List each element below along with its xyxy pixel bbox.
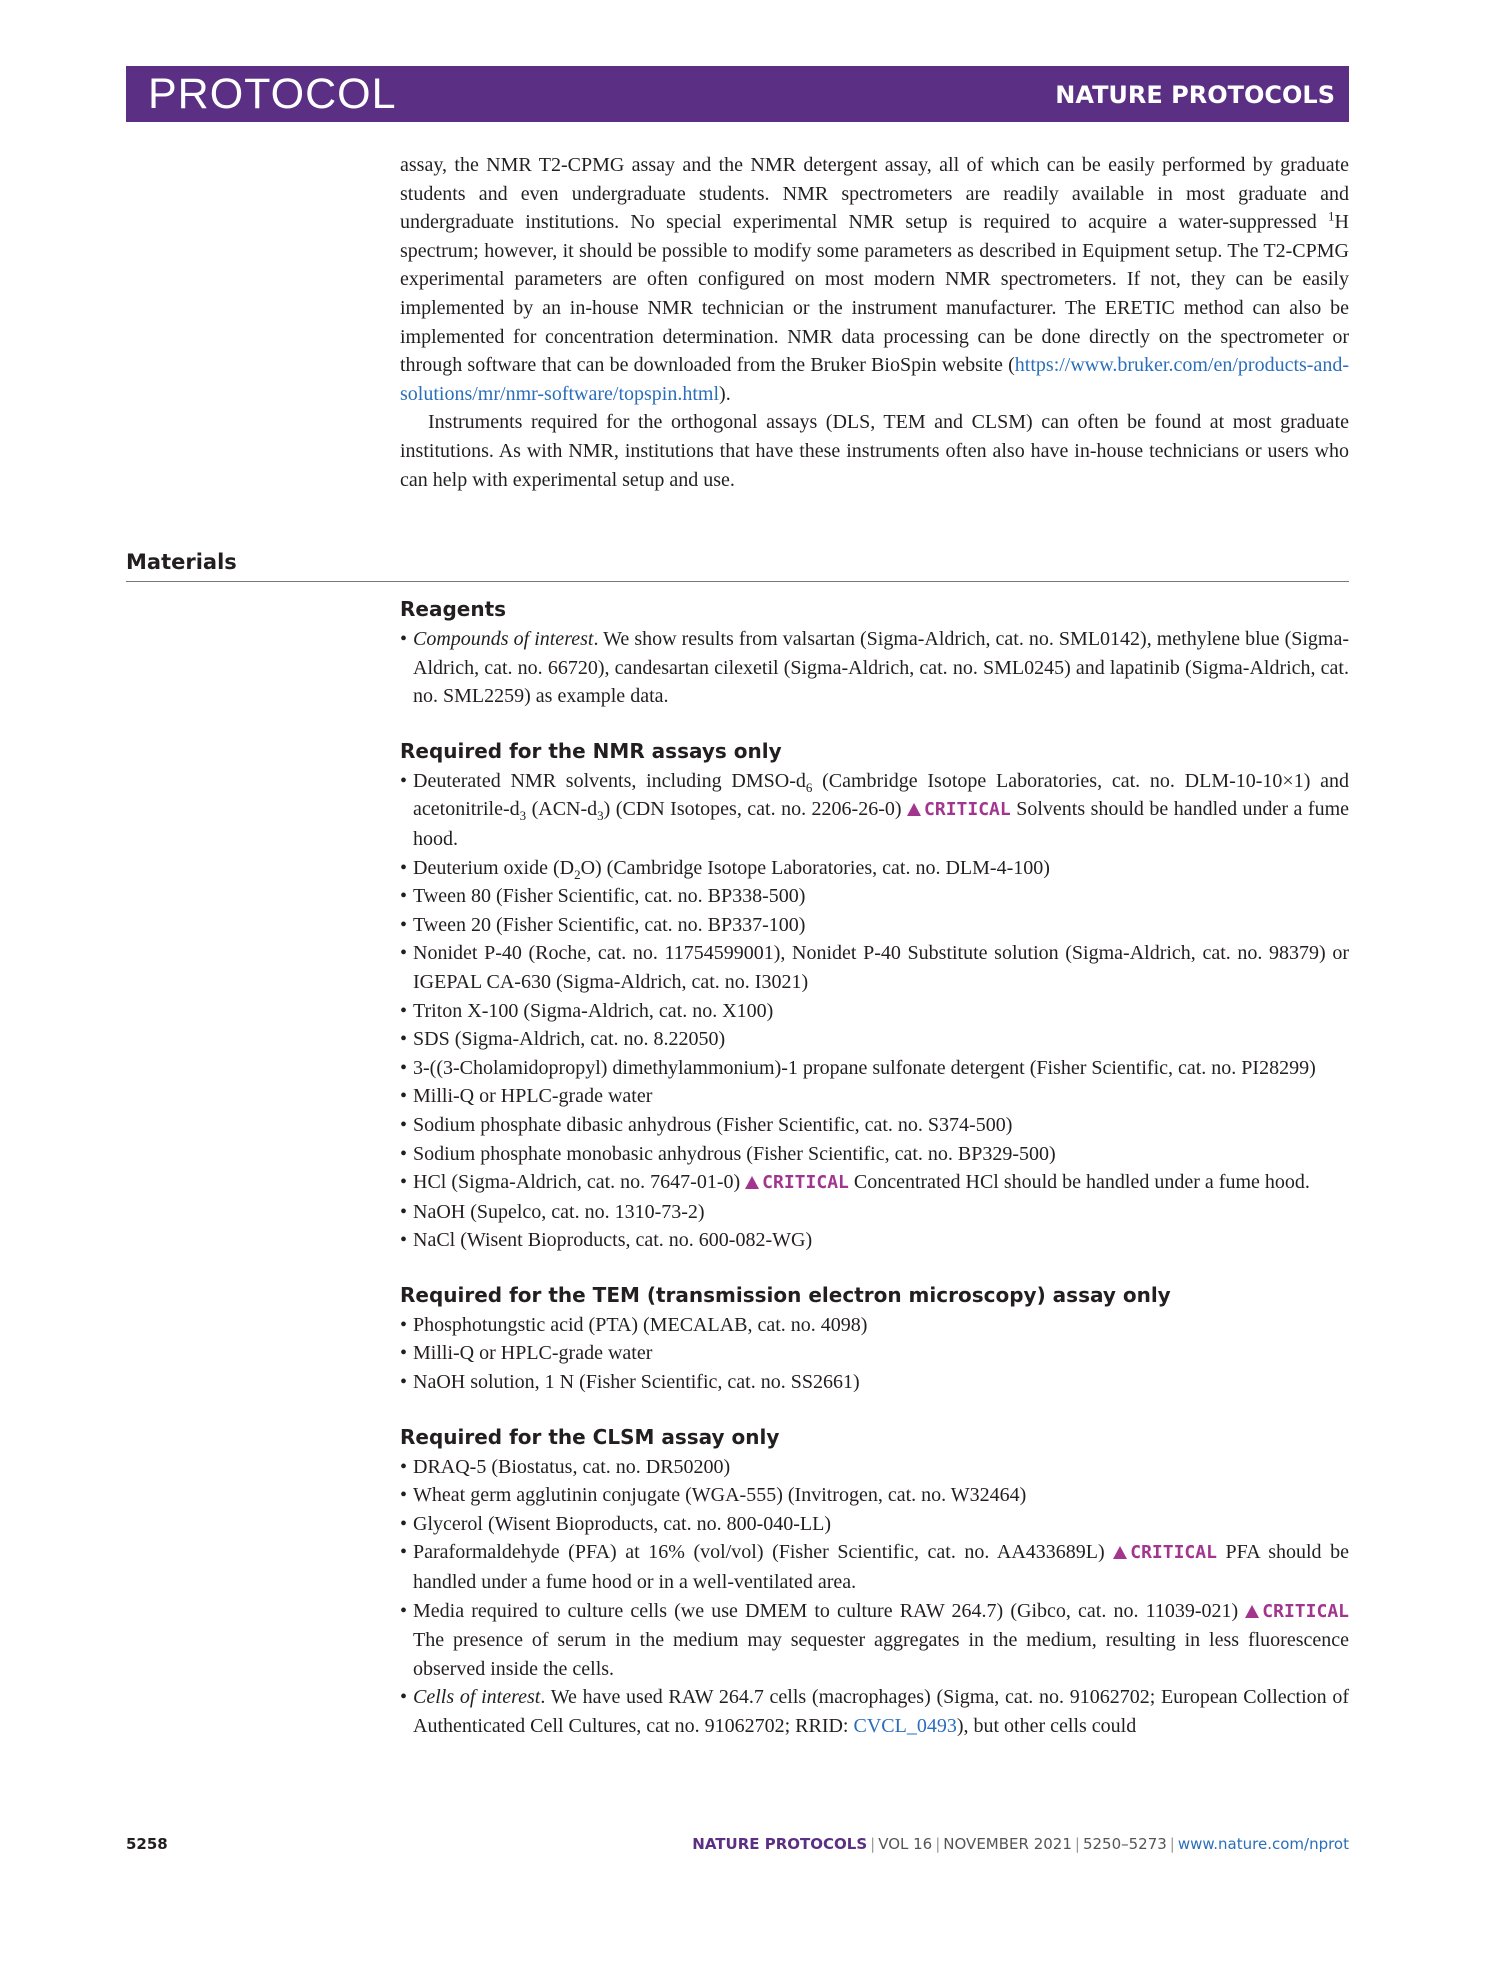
subscript: 2 bbox=[574, 866, 581, 882]
journal-name: NATURE PROTOCOLS bbox=[1055, 81, 1335, 109]
list-item: • NaCl (Wisent Bioproducts, cat. no. 600-082-WG) bbox=[400, 1229, 813, 1252]
text-span: PFA should be handled under a fume hood or in a well-ventilated area. bbox=[413, 1541, 1349, 1594]
intro-paragraph-1 bbox=[400, 151, 1349, 408]
footer-url[interactable]: www.nature.com/nprot bbox=[1177, 1835, 1349, 1853]
italic-title: Compounds of interest bbox=[413, 628, 594, 650]
list-item: • Paraformaldehyde (PFA) at 16% (vol/vol) (Fisher Scientific, cat. no. AA433689L) CRITICAL PFA should be handled under a fume hood or in a well-ventilated area. bbox=[400, 1541, 1349, 1594]
list-item: • NaOH (Supelco, cat. no. 1310-73-2) bbox=[400, 1200, 705, 1223]
text-span: O) (Cambridge Isotope Laboratories, cat. no. DLM-4-100) bbox=[580, 856, 1050, 879]
nmr-heading: Required for the NMR assays only bbox=[400, 738, 782, 763]
text-span: (Cambridge Isotope Laboratories, cat. no. DLM-10-10×1) and acetonitrile-d bbox=[413, 769, 1349, 821]
footer-journal: NATURE PROTOCOLS bbox=[692, 1835, 868, 1853]
text-span: Solvents should be handled under a fume hood. bbox=[413, 798, 1350, 850]
separator: | bbox=[1074, 1835, 1080, 1853]
text-span: ) (CDN Isotopes, cat. no. 2206-26-0) bbox=[603, 798, 908, 821]
list-item: • 3-((3-Cholamidopropyl) dimethylammonium)-1 propane sulfonate detergent (Fisher Scientific, cat. no. PI28299) bbox=[400, 1056, 1316, 1079]
reagents-heading: Reagents bbox=[400, 597, 507, 621]
list-item: • DRAQ-5 (Biostatus, cat. no. DR50200) bbox=[400, 1455, 731, 1478]
text-span: Phosphotungstic acid (PTA) (MECALAB, cat. no. 4098) bbox=[413, 1313, 868, 1336]
list-item: • Cells of interest. We have used RAW 264.7 cells (macrophages) (Sigma, cat. no. 91062702; European Collection of Authenticated Cell Cultures, cat no. 91062702; RRID: CVCL_0493), but other cells could bbox=[400, 1686, 1349, 1737]
text-span: Wheat germ agglutinin conjugate (WGA-555) (Invitrogen, cat. no. W32464) bbox=[413, 1484, 1027, 1507]
text-span: Sodium phosphate monobasic anhydrous (Fisher Scientific, cat. no. BP329-500) bbox=[413, 1142, 1056, 1165]
bruker-link[interactable]: https://www.bruker.com/en/products-and-solutions/mr/nmr-software/topspin.html bbox=[400, 354, 1349, 405]
critical-label: CRITICAL bbox=[924, 799, 1011, 821]
list-item: • Phosphotungstic acid (PTA) (MECALAB, cat. no. 4098) bbox=[400, 1313, 868, 1336]
superscript: 1 bbox=[1328, 208, 1335, 224]
list-item: • HCl (Sigma-Aldrich, cat. no. 7647-01-0) CRITICAL Concentrated HCl should be handled under a fume hood. bbox=[400, 1171, 1310, 1194]
separator: | bbox=[870, 1835, 876, 1853]
separator: | bbox=[1169, 1835, 1175, 1853]
text-span: HCl (Sigma-Aldrich, cat. no. 7647-01-0) bbox=[413, 1171, 746, 1194]
critical-label: CRITICAL bbox=[762, 1172, 849, 1194]
critical-label: CRITICAL bbox=[1262, 1600, 1349, 1622]
list-item: • Wheat germ agglutinin conjugate (WGA-555) (Invitrogen, cat. no. W32464) bbox=[400, 1484, 1027, 1507]
text-span: Nonidet P-40 (Roche, cat. no. 11754599001), Nonidet P-40 Substitute solution (Sigma-Aldrich, cat. no. 98379) or IGEPAL CA-630 (Sigma-Aldrich, cat. no. I3021) bbox=[413, 942, 1349, 993]
nmr-group bbox=[400, 737, 1349, 1255]
text-span: Milli-Q or HPLC-grade water bbox=[413, 1342, 653, 1365]
rrid-link[interactable]: CVCL_0493 bbox=[853, 1715, 957, 1737]
clsm-group bbox=[400, 1423, 1349, 1741]
critical-triangle-icon bbox=[1113, 1546, 1127, 1559]
text-span: . We show results from valsartan (Sigma-Aldrich, cat. no. SML0142), methylene blue (Sigma-Aldrich, cat. no. 66720), candesartan cilexetil (Sigma-Aldrich, cat. no. SML0245) and lapatinib (Sigma-Aldrich, cat. no. SML2259) as example data. bbox=[413, 628, 1349, 708]
list-item: • Triton X-100 (Sigma-Aldrich, cat. no. X100) bbox=[400, 999, 774, 1022]
list-item: • Deuterated NMR solvents, including DMSO-$d_6$ (Cambridge Isotope Laboratories, cat. no. DLM-10-10×1) and acetonitrile-$d_3$ $(ACN-d_3)$ (CDN Isotopes, cat. no. 2206-26-0) CRITICAL Solvents should be handled under a fume hood. bbox=[400, 769, 1350, 850]
footer-date: NOVEMBER 2021 bbox=[943, 1835, 1072, 1853]
clsm-heading: Required for the CLSM assay only bbox=[400, 1424, 780, 1449]
footer-volume: VOL 16 bbox=[878, 1835, 933, 1853]
text-span: NaOH (Supelco, cat. no. 1310-73-2) bbox=[413, 1200, 705, 1223]
list-item: • Sodium phosphate monobasic anhydrous (Fisher Scientific, cat. no. BP329-500) bbox=[400, 1142, 1056, 1165]
text-span: . We have used RAW 264.7 cells (macrophages) (Sigma, cat. no. 91062702; European Collection of Authenticated Cell Cultures, cat no. 91062702; RRID: bbox=[413, 1686, 1349, 1737]
text-span: assay, the NMR T2-CPMG assay and the NMR detergent assay, all of which can be easily performed by graduate students and even undergraduate students. NMR spectrometers are readily available in most graduate and undergraduate institutions. No special experimental NMR setup is required to acquire a water-suppressed bbox=[400, 154, 1349, 234]
text-span: (ACN-d bbox=[526, 798, 598, 821]
list-item: • Sodium phosphate dibasic anhydrous (Fisher Scientific, cat. no. S374-500) bbox=[400, 1113, 1013, 1136]
tem-group bbox=[400, 1281, 1349, 1397]
list-item: • Compounds of interest. We show results from valsartan (Sigma-Aldrich, cat. no. SML0142), methylene blue (Sigma-Aldrich, cat. no. 66720), candesartan cilexetil (Sigma-Aldrich, cat. no. SML0245) and lapatinib (Sigma-Aldrich, cat. no. SML2259) as example data. bbox=[400, 628, 1349, 708]
tem-heading: Required for the TEM (transmission electron microscopy) assay only bbox=[400, 1282, 1171, 1307]
list-item: • Tween 20 (Fisher Scientific, cat. no. BP337-100) bbox=[400, 913, 806, 936]
article-type: PROTOCOL bbox=[148, 70, 397, 118]
list-item: • Media required to culture cells (we use DMEM to culture RAW 264.7) (Gibco, cat. no. 11039-021) CRITICAL The presence of serum in the medium may sequester aggregates in the medium, resulting in less fluorescence observed inside the cells. bbox=[400, 1599, 1349, 1680]
header-banner bbox=[126, 66, 1349, 122]
text-span: Triton X-100 (Sigma-Aldrich, cat. no. X100) bbox=[413, 999, 774, 1022]
text-span: Media required to culture cells (we use DMEM to culture RAW 264.7) (Gibco, cat. no. 11039-021) bbox=[413, 1599, 1246, 1622]
critical-label: CRITICAL bbox=[1130, 1542, 1217, 1564]
subscript: 3 bbox=[597, 808, 604, 824]
text-span: ). bbox=[719, 382, 731, 405]
text-span: 3-((3-Cholamidopropyl) dimethylammonium)-1 propane sulfonate detergent (Fisher Scientific, cat. no. PI28299) bbox=[413, 1056, 1316, 1079]
text-span: Sodium phosphate dibasic anhydrous (Fisher Scientific, cat. no. S374-500) bbox=[413, 1113, 1013, 1136]
reagents-group bbox=[400, 595, 1349, 711]
separator: | bbox=[935, 1835, 941, 1853]
materials-content bbox=[400, 595, 1349, 1767]
text-span: Milli-Q or HPLC-grade water bbox=[413, 1085, 653, 1108]
section-heading-materials: Materials bbox=[126, 548, 1349, 582]
list-item: • SDS (Sigma-Aldrich, cat. no. 8.22050) bbox=[400, 1028, 726, 1051]
text-span: ), but other cells could bbox=[956, 1715, 1137, 1737]
text-span: Glycerol (Wisent Bioproducts, cat. no. 800-040-LL) bbox=[413, 1512, 831, 1535]
text-span: SDS (Sigma-Aldrich, cat. no. 8.22050) bbox=[413, 1028, 726, 1051]
list-item: • Milli-Q or HPLC-grade water bbox=[400, 1085, 653, 1108]
text-span: H spectrum; however, it should be possible to modify some parameters as described in Equipment setup. The T2-CPMG experimental parameters are often configured on most modern NMR spectrometers. If not, they can be easily implemented by an in-house NMR technician or the instrument manufacturer. The ERETIC method can also be implemented for concentration determination. NMR data processing can be done directly on the spectrometer or through software that can be downloaded from the Bruker BioSpin website ( bbox=[400, 211, 1349, 377]
text-span: NaOH solution, 1 N (Fisher Scientific, cat. no. SS2661) bbox=[413, 1371, 860, 1394]
list-item: • Nonidet P-40 (Roche, cat. no. 11754599001), Nonidet P-40 Substitute solution (Sigma-Aldrich, cat. no. 98379) or IGEPAL CA-630 (Sigma-Aldrich, cat. no. I3021) bbox=[400, 942, 1349, 993]
text-span: DRAQ-5 (Biostatus, cat. no. DR50200) bbox=[413, 1455, 731, 1478]
text-span: Paraformaldehyde (PFA) at 16% (vol/vol) (Fisher Scientific, cat. no. AA433689L) bbox=[413, 1541, 1114, 1564]
intro-text bbox=[400, 151, 1349, 494]
intro-paragraph-2: Instruments required for the orthogonal assays (DLS, TEM and CLSM) can often be found at most graduate institutions. As with NMR, institutions that have these instruments often also have in-house technicians or users who can help with experimental setup and use. bbox=[400, 411, 1349, 491]
critical-triangle-icon bbox=[745, 1176, 759, 1189]
page-number: 5258 bbox=[126, 1835, 168, 1853]
footer-citation bbox=[692, 1835, 1349, 1853]
list-item: • Milli-Q or HPLC-grade water bbox=[400, 1342, 653, 1365]
text-span: Concentrated HCl should be handled under a fume hood. bbox=[848, 1171, 1310, 1194]
list-item: • Deuterium oxide $(D_2O)$ (Cambridge Isotope Laboratories, cat. no. DLM-4-100) bbox=[400, 856, 1050, 882]
italic-title: Cells of interest bbox=[413, 1686, 541, 1709]
text-span: Tween 20 (Fisher Scientific, cat. no. BP337-100) bbox=[413, 913, 806, 936]
critical-triangle-icon bbox=[1245, 1605, 1259, 1618]
list-item: • Glycerol (Wisent Bioproducts, cat. no. 800-040-LL) bbox=[400, 1512, 831, 1535]
subscript: 6 bbox=[805, 779, 813, 795]
list-item: • NaOH solution, 1 N (Fisher Scientific, cat. no. SS2661) bbox=[400, 1371, 860, 1394]
footer-pages: 5250–5273 bbox=[1082, 1835, 1167, 1853]
subscript: 3 bbox=[519, 808, 527, 824]
text-span: Deuterated NMR solvents, including DMSO-d bbox=[413, 769, 806, 792]
critical-triangle-icon bbox=[907, 803, 921, 816]
text-span: The presence of serum in the medium may sequester aggregates in the medium, resulting in less fluorescence observed inside the cells. bbox=[413, 1629, 1349, 1680]
text-span: Tween 80 (Fisher Scientific, cat. no. BP338-500) bbox=[413, 885, 806, 908]
text-span: NaCl (Wisent Bioproducts, cat. no. 600-082-WG) bbox=[413, 1229, 813, 1252]
text-span: Deuterium oxide (D bbox=[413, 856, 575, 879]
list-item: • Tween 80 (Fisher Scientific, cat. no. BP338-500) bbox=[400, 885, 806, 908]
